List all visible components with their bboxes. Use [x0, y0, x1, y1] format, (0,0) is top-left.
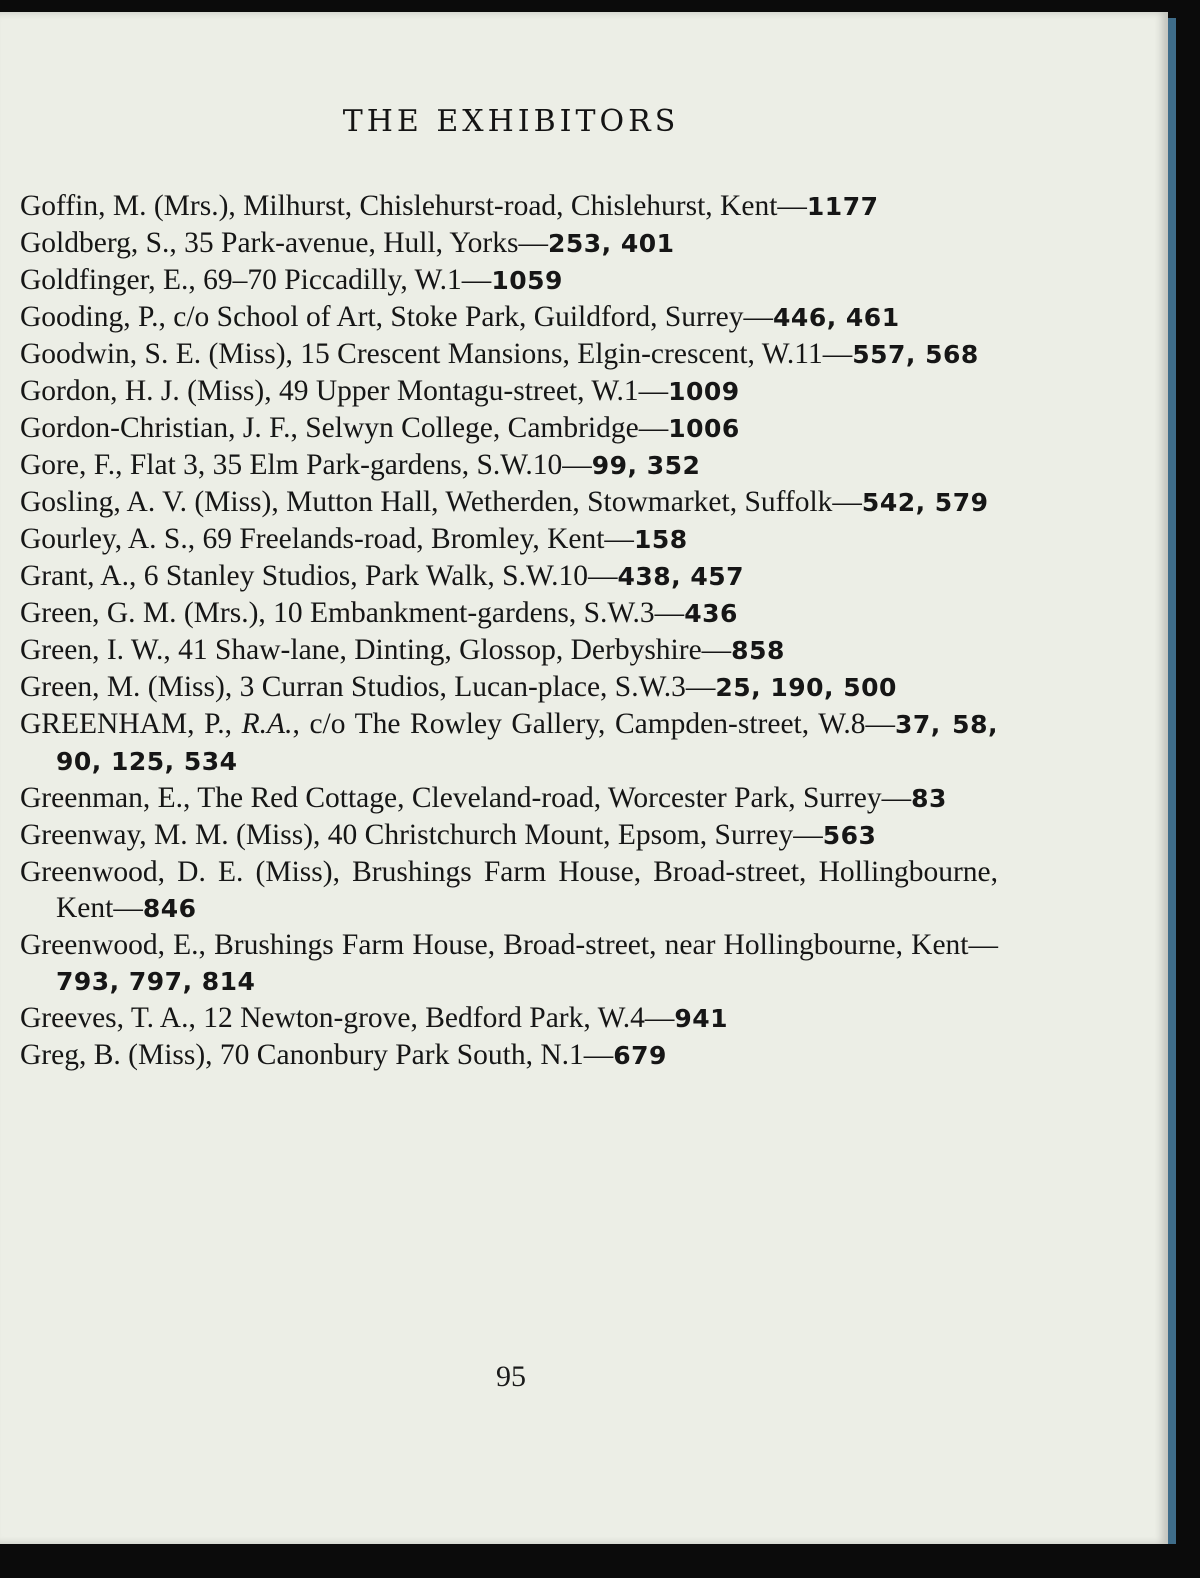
catalogue-numbers: 1177	[806, 192, 879, 221]
catalogue-numbers: 1009	[668, 377, 740, 406]
exhibitor-list	[20, 188, 998, 1074]
entry-text: Gooding, P., c/o School of Art, Stoke Park, Guildford, Surrey—	[20, 301, 774, 333]
list-item	[20, 854, 998, 927]
catalogue-numbers: 83	[911, 784, 947, 813]
list-item	[20, 632, 998, 669]
catalogue-numbers: 99, 352	[591, 451, 701, 480]
entry-rank: R.A.	[241, 708, 293, 740]
catalogue-numbers: 941	[674, 1004, 729, 1033]
entry-text: Greenwood, E., Brushings Farm House, Broad-street, near Hollingbourne, Kent—	[20, 929, 998, 961]
entry-text: Goffin, M. (Mrs.), Milhurst, Chislehurst-road, Chislehurst, Kent—	[20, 190, 807, 222]
book-page	[0, 12, 1168, 1544]
list-item	[20, 225, 998, 262]
list-item	[20, 336, 998, 373]
catalogue-numbers: 1006	[668, 414, 740, 443]
entry-text: Greenman, E., The Red Cottage, Cleveland-road, Worcester Park, Surrey—	[20, 782, 912, 814]
page-number: 95	[496, 1360, 526, 1393]
list-item	[20, 817, 998, 854]
list-item	[20, 706, 998, 780]
entry-text: Gore, F., Flat 3, 35 Elm Park-gardens, S.W.10—	[20, 449, 592, 481]
entry-text: Green, M. (Miss), 3 Curran Studios, Lucan-place, S.W.3—	[20, 671, 716, 703]
list-item	[20, 484, 998, 521]
entry-text: Goldfinger, E., 69–70 Piccadilly, W.1—	[20, 264, 492, 296]
entry-text: Gourley, A. S., 69 Freelands-road, Bromley, Kent—	[20, 523, 634, 555]
entry-text: Greenway, M. M. (Miss), 40 Christchurch Mount, Epsom, Surrey—	[20, 819, 823, 851]
catalogue-numbers: 557, 568	[852, 340, 979, 369]
catalogue-numbers: 25, 190, 500	[715, 673, 897, 702]
list-item	[20, 262, 998, 299]
entry-text: Greg, B. (Miss), 70 Canonbury Park South, N.1—	[20, 1039, 614, 1071]
list-item	[20, 558, 998, 595]
entry-text: Gosling, A. V. (Miss), Mutton Hall, Wetherden, Stowmarket, Suffolk—	[20, 486, 862, 518]
entry-text: Greenwood, D. E. (Miss), Brushings Farm House, Broad-street, Hollingbourne, Kent—	[20, 856, 998, 924]
catalogue-numbers: 563	[822, 821, 877, 850]
list-item	[20, 188, 998, 225]
entry-name: GREENHAM, P.,	[20, 708, 242, 740]
catalogue-numbers: 1059	[491, 266, 563, 295]
catalogue-numbers: 679	[613, 1041, 667, 1070]
catalogue-numbers: 158	[633, 525, 688, 554]
catalogue-numbers: 253, 401	[547, 229, 675, 258]
catalogue-numbers: 436	[684, 599, 738, 628]
catalogue-numbers: 858	[731, 636, 785, 665]
entry-text: Green, I. W., 41 Shaw-lane, Dinting, Glossop, Derbyshire—	[20, 634, 732, 666]
list-item	[20, 373, 998, 410]
catalogue-numbers: 846	[142, 894, 197, 923]
catalogue-numbers: 438, 457	[617, 562, 745, 591]
catalogue-numbers: 793, 797, 814	[56, 967, 256, 996]
list-item	[20, 669, 998, 706]
list-item	[20, 1000, 998, 1037]
entry-text: Grant, A., 6 Stanley Studios, Park Walk, S.W.10—	[20, 560, 618, 592]
list-item	[20, 927, 998, 1000]
entry-text: Goodwin, S. E. (Miss), 15 Crescent Mansions, Elgin-crescent, W.11—	[20, 338, 853, 370]
list-item	[20, 1037, 998, 1074]
list-item	[20, 595, 998, 632]
list-item	[20, 780, 998, 817]
entry-text: Gordon, H. J. (Miss), 49 Upper Montagu-street, W.1—	[20, 375, 669, 407]
list-item	[20, 410, 998, 447]
catalogue-numbers: 446, 461	[773, 303, 900, 332]
catalogue-numbers: 37, 58, 90, 125, 534	[56, 710, 998, 776]
list-item	[20, 299, 998, 336]
entry-text: Greeves, T. A., 12 Newton-grove, Bedford Park, W.4—	[20, 1002, 675, 1034]
list-item	[20, 447, 998, 484]
book-spine-edge	[1168, 18, 1176, 1544]
entry-text: , c/o The Rowley Gallery, Campden-street, W.8—	[292, 708, 895, 740]
list-item	[20, 521, 998, 558]
entry-text: Green, G. M. (Mrs.), 10 Embankment-gardens, S.W.3—	[20, 597, 685, 629]
entry-text: Gordon-Christian, J. F., Selwyn College, Cambridge—	[20, 412, 669, 444]
page-title: THE EXHIBITORS	[342, 104, 680, 139]
catalogue-numbers: 542, 579	[861, 488, 989, 517]
entry-text: Goldberg, S., 35 Park-avenue, Hull, Yorks—	[20, 227, 548, 259]
